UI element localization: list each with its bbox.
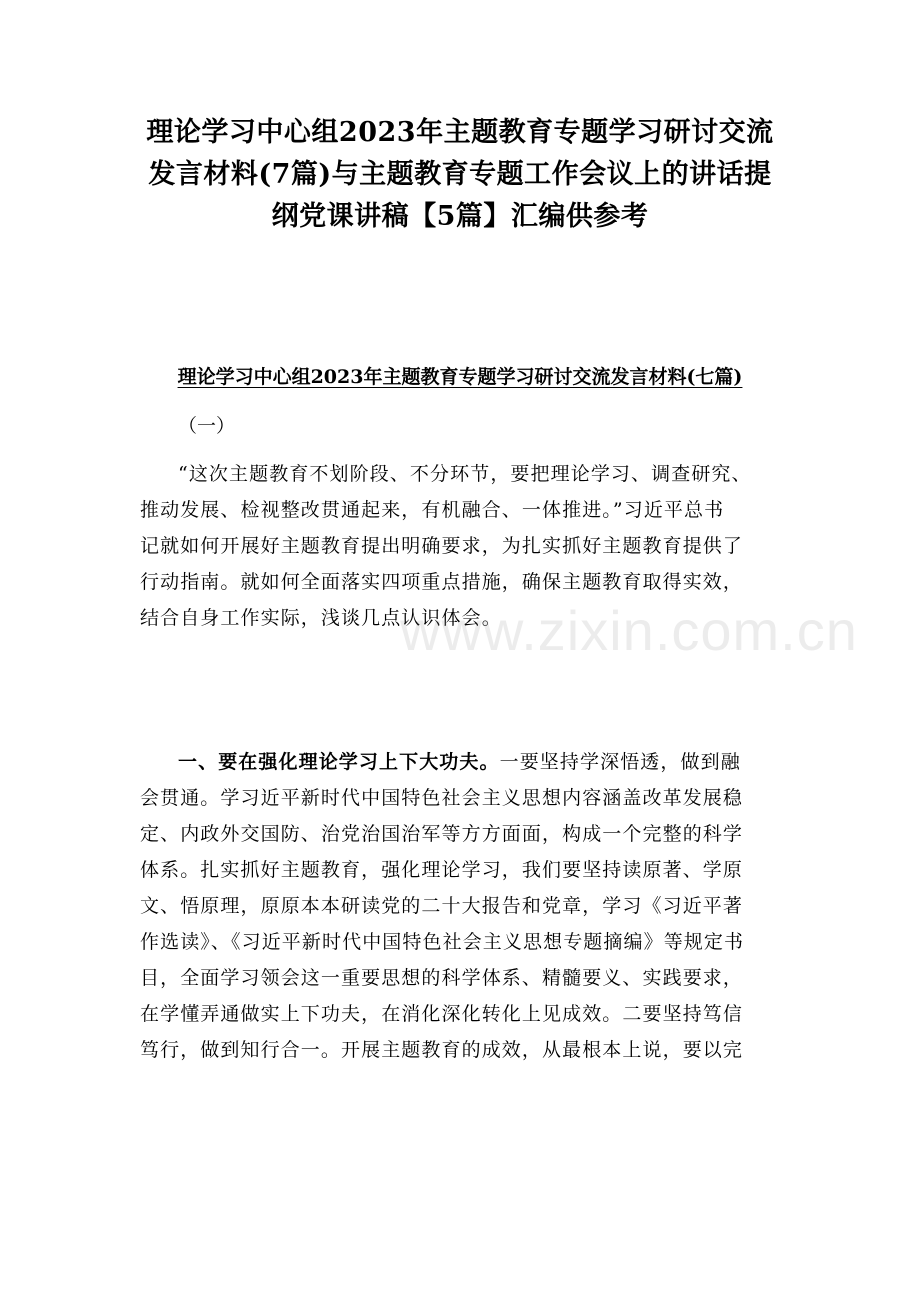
paragraph-line: 会贯通。学习近平新时代中国特色社会主义思想内容涵盖改革发展稳	[140, 787, 744, 809]
document-title	[120, 112, 800, 238]
title-line-3: 纲党课讲稿【5篇】汇编供参考	[271, 201, 649, 232]
paragraph-line: 体系。扎实抓好主题教育，强化理论学习，我们要坚持读原著、学原	[140, 859, 744, 881]
section-number: （一）	[178, 415, 236, 437]
paragraph-line: 笃行，做到知行合一。开展主题教育的成效，从最根本上说，要以完	[140, 1039, 744, 1061]
point-text: 一要坚持学深悟透，做到融	[499, 751, 741, 773]
paragraph-line: 记就如何开展好主题教育提出明确要求，为扎实抓好主题教育提供了	[140, 535, 744, 557]
paragraph-line: 作选读》、《习近平新时代中国特色社会主义思想专题摘编》等规定书	[140, 931, 745, 953]
paragraph-line: “这次主题教育不划阶段、不分环节，要把理论学习、调查研究、	[178, 463, 752, 485]
paragraph-first-line	[140, 744, 790, 780]
paragraph-line: 行动指南。就如何全面落实四项重点措施，确保主题教育取得实效，	[140, 571, 744, 593]
paragraph-line: 定、内政外交国防、治党治国治军等方方面面，构成一个完整的科学	[140, 823, 744, 845]
paragraph-line: 目，全面学习领会这一重要思想的科学体系、精髓要义、实践要求，	[140, 967, 744, 989]
paragraph-line: 在学懂弄通做实上下功夫，在消化深化转化上见成效。二要坚持笃信	[140, 1003, 744, 1025]
title-line-2: 发言材料(7篇)与主题教育专题工作会议上的讲话提	[148, 159, 772, 190]
point-one-paragraph	[140, 744, 790, 1068]
point-heading: 一、要在强化理论学习上下大功夫。	[178, 751, 500, 773]
section-heading: 理论学习中心组2023年主题教育专题学习研讨交流发言材料(七篇)	[177, 366, 743, 388]
paragraph-line: 推动发展、检视整改贯通起来，有机融合、一体推进。”习近平总书	[140, 499, 725, 521]
title-line-1: 理论学习中心组2023年主题教育专题学习研讨交流	[146, 117, 774, 148]
paragraph-line: 文、悟原理，原原本本研读党的二十大报告和党章，学习《习近平著	[140, 895, 744, 917]
watermark: www.zixin.com.cn	[400, 599, 858, 662]
paragraph-line: 结合自身工作实际，浅谈几点认识体会。	[140, 607, 502, 629]
